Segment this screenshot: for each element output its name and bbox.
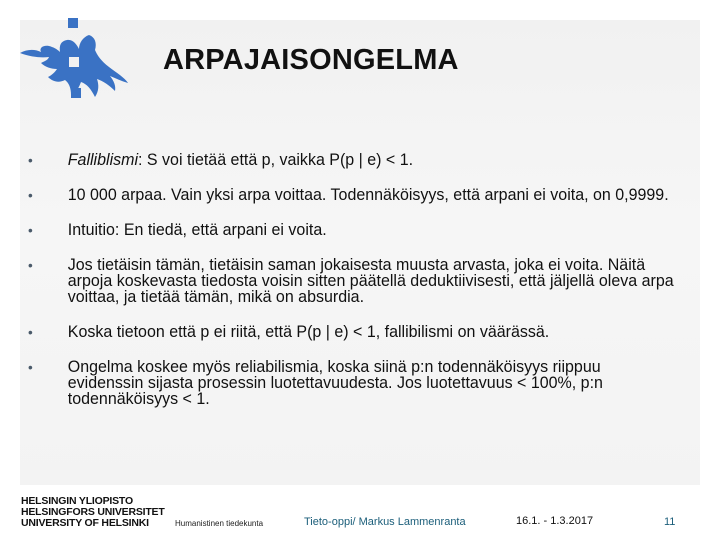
bullet-dot-icon: • [28, 187, 33, 203]
university-name-sv: HELSINGFORS UNIVERSITET [21, 506, 165, 518]
university-name [21, 496, 165, 529]
university-name-en: UNIVERSITY OF HELSINKI [21, 517, 149, 529]
bullet-item [28, 187, 678, 203]
bullet-text: 10 000 arpaa. Vain yksi arpa voittaa. Todennäköisyys, että arpani ei voita, on 0,9999. [67, 186, 669, 204]
bullet-text: Jos tietäisin tämän, tietäisin saman jokaisesta muusta arvasta, joka ei voita. Näitä arpoja koskevasta tiedosta voisin sitten päätellä deduktiivisesti, että jäljellä oleva arpa voittaa, ja tietää tämän, mikä on absurdia. [67, 256, 674, 306]
footer-date: 16.1. - 1.3.2017 [516, 515, 594, 527]
bullet-dot-icon: • [28, 359, 33, 375]
bullet-dot-icon: • [28, 257, 33, 273]
bullet-item [28, 359, 678, 407]
bullet-item [28, 152, 678, 168]
bullet-text: : S voi tietää että p, vaikka P(p | e) < 1. [138, 151, 414, 169]
bullet-text: Koska tietoon että p ei riitä, että P(p | e) < 1, fallibilismi on väärässä. [67, 323, 550, 341]
footer-faculty: Humanistinen tiedekunta [175, 519, 264, 528]
university-name-fi: HELSINGIN YLIOPISTO [21, 495, 133, 507]
bullet-item [28, 222, 678, 238]
bullet-dot-icon: • [28, 152, 33, 168]
footer-course: Tieto-oppi/ Markus Lammenranta [304, 516, 466, 528]
university-flame-logo-icon [15, 15, 130, 100]
bullet-text: Intuitio: En tiedä, että arpani ei voita. [67, 221, 327, 239]
bullet-dot-icon: • [28, 222, 33, 238]
bullet-list [28, 152, 698, 426]
bullet-text: Ongelma koskee myös reliabilismia, koska siinä p:n todennäköisyys riippuu evidenssin sijasta prosessin luotettavuudesta. Jos luotettavuus < 100%, p:n todennäköisyys < 1. [67, 358, 603, 408]
page-number: 11 [664, 516, 676, 528]
bullet-dot-icon: • [28, 324, 33, 340]
bullet-item [28, 324, 678, 340]
slide-title: ARPAJAISONGELMA [163, 44, 459, 76]
bullet-item [28, 257, 678, 305]
bullet-emphasis: Falliblismi [67, 151, 139, 169]
